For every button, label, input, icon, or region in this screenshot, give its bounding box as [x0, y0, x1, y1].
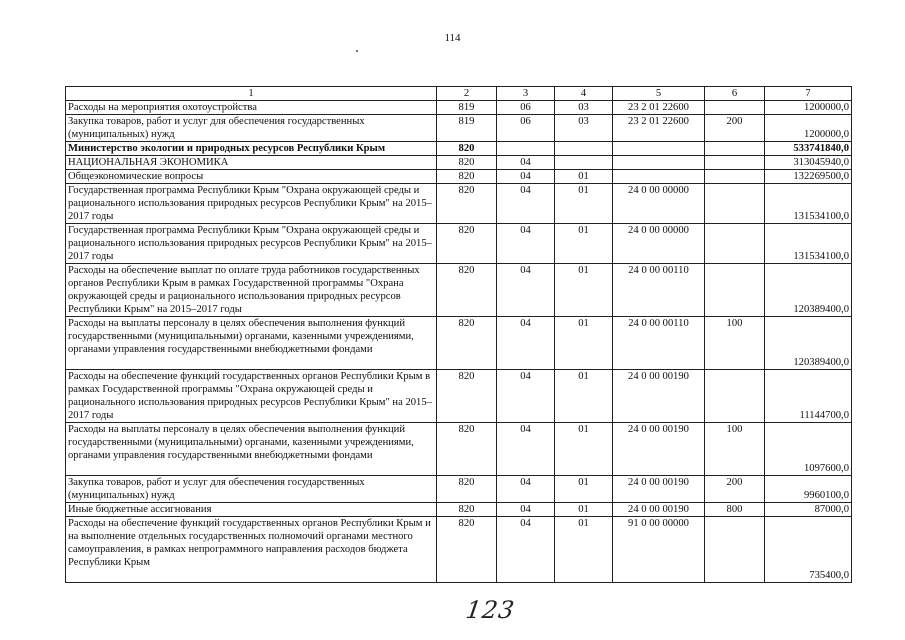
subsection-code-cell: 01	[555, 224, 613, 264]
ministry-code-cell: 820	[437, 184, 497, 224]
row-name-cell: Расходы на мероприятия охотоустройства	[66, 101, 437, 115]
subsection-code-cell: 03	[555, 101, 613, 115]
subsection-code-cell: 01	[555, 517, 613, 583]
section-code-cell: 04	[497, 517, 555, 583]
table-row	[66, 184, 852, 224]
target-article-cell	[613, 156, 705, 170]
header-cell: 1	[66, 87, 437, 101]
page-number: 114	[444, 32, 461, 44]
amount-cell: 11144700,0	[765, 370, 852, 423]
expense-type-cell	[705, 264, 765, 317]
expense-type-cell	[705, 224, 765, 264]
expense-type-cell	[705, 170, 765, 184]
table-row	[66, 370, 852, 423]
subsection-code-cell: 01	[555, 170, 613, 184]
amount-cell: 131534100,0	[765, 184, 852, 224]
scan-speck	[356, 50, 358, 52]
subsection-code-cell: 01	[555, 370, 613, 423]
expense-type-cell	[705, 184, 765, 224]
section-code-cell: 04	[497, 476, 555, 503]
header-cell: 3	[497, 87, 555, 101]
row-name-cell: Министерство экологии и природных ресурсов Республики Крым	[66, 142, 437, 156]
section-code-cell: 06	[497, 115, 555, 142]
subsection-code-cell	[555, 156, 613, 170]
subsection-code-cell: 03	[555, 115, 613, 142]
section-code-cell: 06	[497, 101, 555, 115]
ministry-code-cell: 820	[437, 264, 497, 317]
target-article-cell: 23 2 01 22600	[613, 115, 705, 142]
ministry-code-cell: 820	[437, 370, 497, 423]
section-code-cell: 04	[497, 503, 555, 517]
row-name-cell: Расходы на обеспечение выплат по оплате труда работников государственных органов Республики Крым в рамках Государственной программы "Охрана окружающей среды и рационального использования природных ресурсов Республики Крым" на 2015–2017 годы	[66, 264, 437, 317]
expense-type-cell: 200	[705, 476, 765, 503]
table-row	[66, 423, 852, 476]
subsection-code-cell: 01	[555, 503, 613, 517]
subsection-code-cell: 01	[555, 184, 613, 224]
expense-type-cell	[705, 370, 765, 423]
section-code-cell: 04	[497, 317, 555, 370]
target-article-cell: 23 2 01 22600	[613, 101, 705, 115]
table-row	[66, 317, 852, 370]
subsection-code-cell: 01	[555, 476, 613, 503]
target-article-cell	[613, 142, 705, 156]
ministry-code-cell: 820	[437, 476, 497, 503]
expense-type-cell: 100	[705, 423, 765, 476]
expense-type-cell	[705, 156, 765, 170]
row-name-cell: Государственная программа Республики Крым "Охрана окружающей среды и рационального использования природных ресурсов Республики Крым" на 2015–2017 годы	[66, 224, 437, 264]
subsection-code-cell: 01	[555, 317, 613, 370]
amount-cell: 120389400,0	[765, 317, 852, 370]
target-article-cell: 24 0 00 00110	[613, 264, 705, 317]
ministry-code-cell: 820	[437, 142, 497, 156]
section-code-cell: 04	[497, 184, 555, 224]
section-code-cell	[497, 142, 555, 156]
table-header-row	[66, 87, 852, 101]
table-row	[66, 476, 852, 503]
row-name-cell: Закупка товаров, работ и услуг для обеспечения государственных (муниципальных) нужд	[66, 476, 437, 503]
target-article-cell: 24 0 00 00000	[613, 224, 705, 264]
table-row	[66, 170, 852, 184]
header-cell: 4	[555, 87, 613, 101]
budget-table	[65, 86, 852, 583]
section-code-cell: 04	[497, 370, 555, 423]
ministry-code-cell: 820	[437, 317, 497, 370]
amount-cell: 1200000,0	[765, 115, 852, 142]
row-name-cell: Закупка товаров, работ и услуг для обеспечения государственных (муниципальных) нужд	[66, 115, 437, 142]
amount-cell: 87000,0	[765, 503, 852, 517]
subsection-code-cell: 01	[555, 423, 613, 476]
ministry-code-cell: 820	[437, 423, 497, 476]
ministry-code-cell: 819	[437, 101, 497, 115]
row-name-cell: Расходы на выплаты персоналу в целях обеспечения выполнения функций государственными (муниципальными) органами, казенными учреждениями, органами управления государственными внебюджетными фондами	[66, 423, 437, 476]
section-code-cell: 04	[497, 224, 555, 264]
handwritten-page-number: 123	[464, 596, 517, 624]
row-name-cell: НАЦИОНАЛЬНАЯ ЭКОНОМИКА	[66, 156, 437, 170]
expense-type-cell: 200	[705, 115, 765, 142]
amount-cell: 533741840,0	[765, 142, 852, 156]
table-row	[66, 101, 852, 115]
subsection-code-cell	[555, 142, 613, 156]
expense-type-cell	[705, 101, 765, 115]
expense-type-cell	[705, 142, 765, 156]
target-article-cell: 24 0 00 00190	[613, 423, 705, 476]
table-row	[66, 264, 852, 317]
row-name-cell: Иные бюджетные ассигнования	[66, 503, 437, 517]
expense-type-cell	[705, 517, 765, 583]
header-cell: 5	[613, 87, 705, 101]
amount-cell: 131534100,0	[765, 224, 852, 264]
amount-cell: 735400,0	[765, 517, 852, 583]
ministry-code-cell: 820	[437, 517, 497, 583]
row-name-cell: Государственная программа Республики Крым "Охрана окружающей среды и рационального использования природных ресурсов Республики Крым" на 2015–2017 годы	[66, 184, 437, 224]
target-article-cell: 24 0 00 00190	[613, 370, 705, 423]
target-article-cell: 91 0 00 00000	[613, 517, 705, 583]
table-row	[66, 156, 852, 170]
expense-type-cell: 100	[705, 317, 765, 370]
target-article-cell: 24 0 00 00000	[613, 184, 705, 224]
row-name-cell: Расходы на обеспечение функций государственных органов Республики Крым в рамках Государственной программы "Охрана окружающей среды и рационального использования природных ресурсов Республики Крым" на 2015–2017 годы	[66, 370, 437, 423]
table-row	[66, 115, 852, 142]
section-code-cell: 04	[497, 170, 555, 184]
ministry-code-cell: 819	[437, 115, 497, 142]
amount-cell: 120389400,0	[765, 264, 852, 317]
table-row	[66, 142, 852, 156]
table-row	[66, 224, 852, 264]
expense-type-cell: 800	[705, 503, 765, 517]
ministry-code-cell: 820	[437, 170, 497, 184]
table-row	[66, 503, 852, 517]
amount-cell: 1097600,0	[765, 423, 852, 476]
header-cell: 7	[765, 87, 852, 101]
subsection-code-cell: 01	[555, 264, 613, 317]
target-article-cell: 24 0 00 00190	[613, 503, 705, 517]
header-cell: 6	[705, 87, 765, 101]
ministry-code-cell: 820	[437, 503, 497, 517]
row-name-cell: Расходы на обеспечение функций государственных органов Республики Крым и на выполнение отдельных государственных полномочий органами местного самоуправления, в рамках непрограммного направления расходов бюджета Республики Крым	[66, 517, 437, 583]
section-code-cell: 04	[497, 264, 555, 317]
header-cell: 2	[437, 87, 497, 101]
ministry-code-cell: 820	[437, 224, 497, 264]
table-row	[66, 517, 852, 583]
amount-cell: 313045940,0	[765, 156, 852, 170]
ministry-code-cell: 820	[437, 156, 497, 170]
row-name-cell: Общеэкономические вопросы	[66, 170, 437, 184]
amount-cell: 1200000,0	[765, 101, 852, 115]
section-code-cell: 04	[497, 156, 555, 170]
target-article-cell: 24 0 00 00190	[613, 476, 705, 503]
section-code-cell: 04	[497, 423, 555, 476]
target-article-cell: 24 0 00 00110	[613, 317, 705, 370]
amount-cell: 132269500,0	[765, 170, 852, 184]
amount-cell: 9960100,0	[765, 476, 852, 503]
row-name-cell: Расходы на выплаты персоналу в целях обеспечения выполнения функций государственными (муниципальными) органами, казенными учреждениями, органами управления государственными внебюджетными фондами	[66, 317, 437, 370]
target-article-cell	[613, 170, 705, 184]
